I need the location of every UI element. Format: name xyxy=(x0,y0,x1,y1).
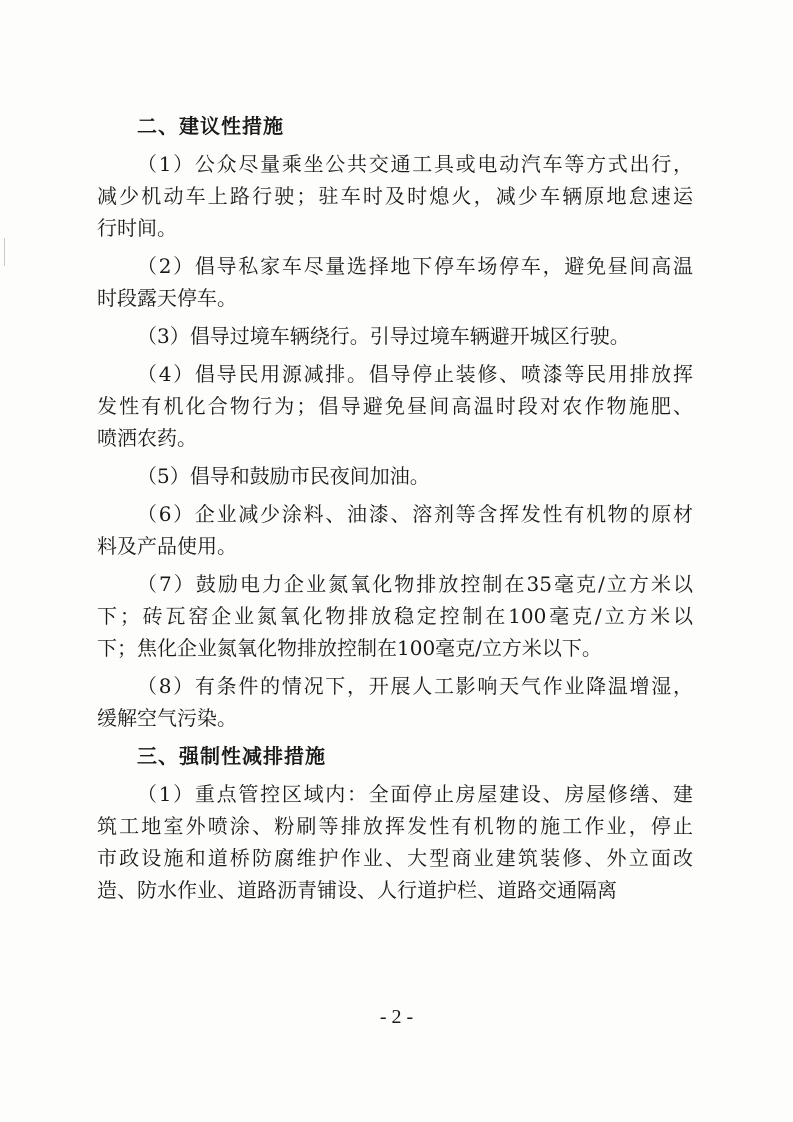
heading-text: 三、强制性减排措施 xyxy=(137,744,326,768)
heading-text: 二、建议性措施 xyxy=(137,114,284,138)
paragraph-line: 市政设施和道桥防腐维护作业、大型商业建筑装修、外立面改 xyxy=(97,846,693,870)
paragraph xyxy=(97,250,693,314)
scan-edge-mark xyxy=(4,238,5,266)
section-heading xyxy=(97,740,693,772)
paragraph-line: 时段露天停车。 xyxy=(97,286,237,310)
paragraph-line: 下；焦化企业氮氧化物排放控制在100毫克/立方米以下。 xyxy=(97,636,602,660)
paragraph xyxy=(97,460,693,492)
paragraph-line: 喷洒农药。 xyxy=(97,426,197,450)
paragraph-line: 行时间。 xyxy=(97,216,177,240)
paragraph xyxy=(97,670,693,734)
paragraph xyxy=(97,358,693,454)
paragraph xyxy=(97,148,693,244)
section-heading xyxy=(97,110,693,142)
paragraph-line: 筑工地室外喷涂、粉刷等排放挥发性有机物的施工作业，停止 xyxy=(97,814,693,838)
paragraph xyxy=(97,498,693,562)
paragraph-line: （2）倡导私家车尽量选择地下停车场停车，避免昼间高温 xyxy=(137,254,693,278)
paragraph-line: 缓解空气污染。 xyxy=(97,706,237,730)
paragraph-line: （6）企业减少涂料、油漆、溶剂等含挥发性有机物的原材 xyxy=(137,502,693,526)
paragraph-line: （5）倡导和鼓励市民夜间加油。 xyxy=(137,464,430,488)
paragraph-line: 减少机动车上路行驶；驻车时及时熄火，减少车辆原地怠速运 xyxy=(97,184,693,208)
paragraph xyxy=(97,568,693,664)
paragraph-line: 造、防水作业、道路沥青铺设、人行道护栏、道路交通隔离 xyxy=(97,878,617,902)
document-body xyxy=(97,110,693,906)
paragraph-line: 发性有机化合物行为；倡导避免昼间高温时段对农作物施肥、 xyxy=(97,394,693,418)
paragraph-line: （4）倡导民用源减排。倡导停止装修、喷漆等民用排放挥 xyxy=(137,362,693,386)
paragraph-line: （1）重点管控区域内：全面停止房屋建设、房屋修缮、建 xyxy=(137,782,693,806)
paragraph-line: 料及产品使用。 xyxy=(97,534,237,558)
paragraph-line: （1）公众尽量乘坐公共交通工具或电动汽车等方式出行， xyxy=(137,152,693,176)
paragraph-line: （7）鼓励电力企业氮氧化物排放控制在35毫克/立方米以 xyxy=(137,572,693,596)
paragraph-line: （3）倡导过境车辆绕行。引导过境车辆避开城区行驶。 xyxy=(137,324,630,348)
paragraph-line: 下；砖瓦窑企业氮氧化物排放稳定控制在100毫克/立方米以 xyxy=(97,604,693,628)
paragraph-line: （8）有条件的情况下，开展人工影响天气作业降温增湿， xyxy=(137,674,693,698)
page-number: - 2 - xyxy=(379,1006,414,1028)
paragraph xyxy=(97,778,693,906)
paragraph xyxy=(97,320,693,352)
